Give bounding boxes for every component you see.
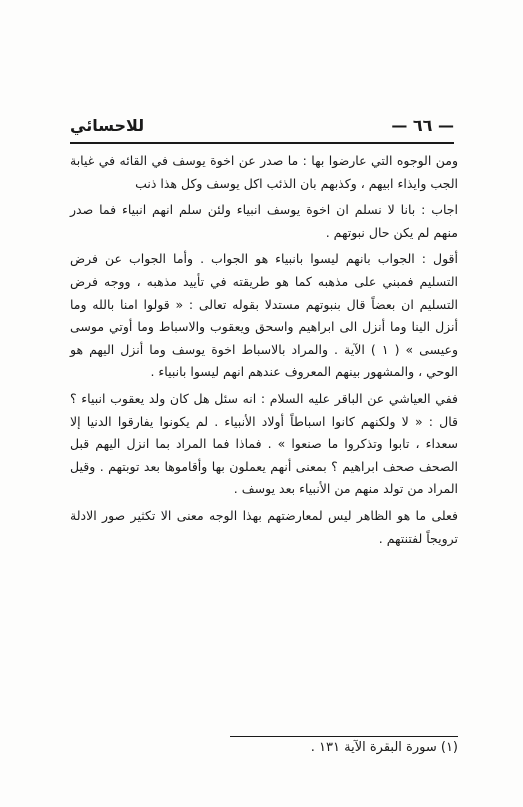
paragraph-2: اجاب : بانا لا نسلم ان اخوة يوسف انبياء ولئن سلم انهم انبياء فما صدر منهم لم يكن حال نبوتهم . (70, 202, 458, 240)
paragraph-5: فعلى ما هو الظاهر ليس لمعارضتهم بهذا الوجه معنى الا تكثير صور الادلة ترويجاً لفتنتهم . (70, 507, 458, 546)
running-title: للاحسائي (70, 116, 145, 135)
paragraph-3: أقول : الجواب بانهم ليسوا بانبياء هو الجواب . وأما الجواب عن فرض التسليم فمبني على مذهبه كما هو طريقته في تأييد مذهبه ، ووجه فرض التسليم ان بعضاً قال بنبوتهم مستدلا بقوله تعالى : « قولوا امنا بالله وما أنزل الينا وما أنزل الى ابراهيم واسحق ويعقوب والاسباط وما أوتي موسى وعيسى » ( ١ ) الآية . والمراد بالاسباط اخوة يوسف وما أنزل اليهم هو الوحي ، والمشهور بينهم المعروف عندهم انهم ليسوا بانبياء . (70, 251, 459, 380)
footnote-rule (230, 736, 458, 737)
header-rule (70, 142, 454, 144)
footnote: (١) سورة البقرة الآية ١٣١ . (310, 740, 458, 755)
page-number: — ٦٦ — (391, 116, 454, 135)
body-text (70, 150, 458, 554)
paragraph-4: ففي العياشي عن الباقر عليه السلام : انه سئل هل كان ولد يعقوب انبياء ؟ قال : « لا ولكنهم كانوا اسباطاً أولاد الأنبياء . لم يكونوا يفارقوا الدنيا إلا سعداء ، تابوا وتذكروا ما صنعوا » . فماذا فما المراد بما انزل اليهم قبل الصحف صحف ابراهيم ؟ بمعنى أنهم يعملون بها وأقاموها بعد توبتهم . وقيل المراد من تولد منهم من الأنبياء بعد يوسف . (70, 390, 458, 497)
page-header (70, 116, 454, 138)
paragraph-1: ومن الوجوه التي عارضوا بها : ما صدر عن اخوة يوسف في القائه في غيابة الجب وايذاء ابيهم ، وكذبهم بان الذئب اكل يوسف وكل هذا ذنب (70, 153, 458, 191)
